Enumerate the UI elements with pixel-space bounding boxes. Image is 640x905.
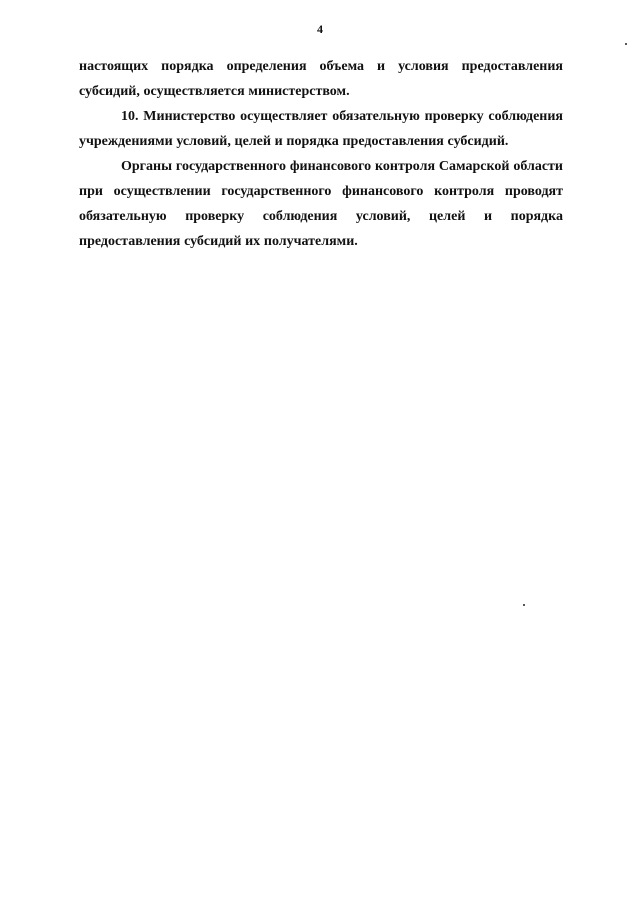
scan-speck	[523, 604, 525, 606]
paragraph-control-bodies: Органы государственного финансового контроля Самарской области при осуществлении государственного финансового контроля проводят обязательную проверку соблюдения условий, целей и порядка предоставления субсидий их получателями.	[79, 159, 563, 249]
document-body	[79, 54, 563, 254]
paragraph-item-10: 10. Министерство осуществляет обязательную проверку соблюдения учреждениями условий, целей и порядка предоставления субсидий.	[79, 109, 563, 149]
paragraph-continuation: настоящих порядка определения объема и условия предоставления субсидий, осуществляется министерством.	[79, 59, 563, 99]
page-number: 4	[317, 22, 323, 36]
scan-speck	[625, 43, 627, 45]
